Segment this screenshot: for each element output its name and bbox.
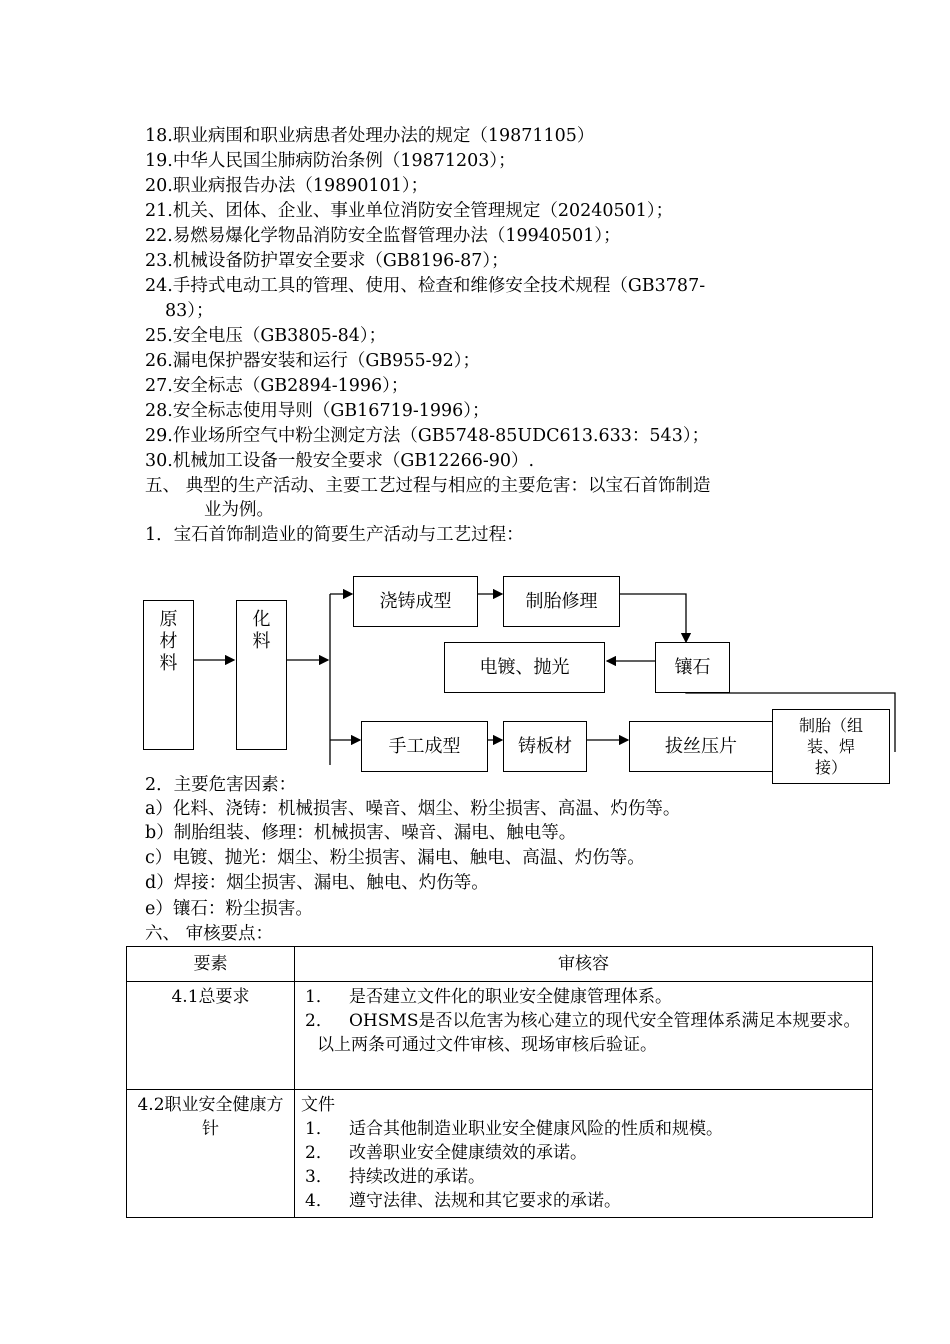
regulation-item: 30.机械加工设备一般安全要求（GB12266-90）. (145, 451, 535, 471)
item-number: 1． (305, 987, 333, 1007)
table-content-cell (295, 982, 873, 1090)
item-number: 2． (305, 1143, 333, 1163)
item-text: 改善职业安全健康绩效的承诺。 (349, 1143, 587, 1163)
regulation-item: 24.手持式电动工具的管理、使用、检查和维修安全技术规程（GB3787- (145, 276, 706, 296)
list-item (301, 1117, 866, 1141)
list-item (301, 1009, 866, 1033)
regulation-item: 25.安全电压（GB3805-84）； (145, 326, 387, 346)
section-heading: 六、 审核要点： (145, 924, 274, 944)
table-key-cell: 4.1总要求 (127, 982, 295, 1090)
section-heading-continuation: 业为例。 (204, 500, 274, 520)
item-number: 2． (305, 1011, 333, 1031)
hazard-item: c）电镀、抛光：烟尘、粉尘损害、漏电、触电、高温、灼伤等。 (145, 848, 645, 868)
hazards-heading: 2．主要危害因素： (145, 775, 297, 795)
list-item (301, 1141, 866, 1165)
regulation-item: 28.安全标志使用导则（GB16719-1996）； (145, 401, 490, 421)
section-heading: 五、 典型的生产活动、主要工艺过程与相应的主要危害：以宝石首饰制造 (145, 476, 711, 496)
item-text: 遵守法律、法规和其它要求的承诺。 (349, 1191, 621, 1211)
table-row (127, 982, 873, 1090)
flow-box-casting: 浇铸成型 (353, 576, 478, 627)
item-number: 1． (305, 1119, 333, 1139)
subsection-heading: 1．宝石首饰制造业的简要生产活动与工艺过程： (145, 525, 524, 545)
table-key-cell: 4.2职业安全健康方针 (127, 1090, 295, 1218)
regulation-item: 22.易燃易爆化学物品消防安全监督管理办法（19940501）； (145, 226, 621, 246)
review-table (126, 946, 873, 1218)
flow-box-hand-forming: 手工成型 (361, 721, 488, 772)
flow-box-assembly-welding: 制胎（组 装、焊 接） (772, 709, 890, 784)
item-text: OHSMS是否以危害为核心建立的现代安全管理体系满足本规要求。 (349, 1011, 861, 1031)
note-text: 以上两条可通过文件审核、现场审核后验证。 (317, 1035, 657, 1055)
list-item (301, 1165, 866, 1189)
item-number: 3． (305, 1167, 333, 1187)
flow-box-cast-plate: 铸板材 (503, 721, 587, 772)
regulation-item: 27.安全标志（GB2894-1996）； (145, 376, 409, 396)
item-number: 4． (305, 1191, 333, 1211)
table-header-cell: 审核容 (295, 947, 873, 982)
item-text: 持续改进的承诺。 (349, 1167, 485, 1187)
hazard-item: e）镶石：粉尘损害。 (145, 899, 313, 919)
regulation-item: 23.机械设备防护罩安全要求（GB8196-87）； (145, 251, 509, 271)
flow-box-repair: 制胎修理 (503, 576, 620, 627)
table-content-cell (295, 1090, 873, 1218)
item-text: 是否建立文件化的职业安全健康管理体系。 (349, 987, 672, 1007)
table-header-row (127, 947, 873, 982)
table-header-cell: 要素 (127, 947, 295, 982)
regulation-item: 26.漏电保护器安装和运行（GB955-92）； (145, 351, 481, 371)
regulation-item: 20.职业病报告办法（19890101）； (145, 176, 429, 196)
regulation-item: 18.职业病围和职业病患者处理办法的规定（19871105） (145, 126, 595, 146)
flow-box-plating-polishing: 电镀、抛光 (444, 642, 605, 693)
list-item (301, 985, 866, 1009)
hazard-item: b）制胎组装、修理：机械损害、噪音、漏电、触电等。 (145, 823, 577, 843)
hazard-item: d）焊接：烟尘损害、漏电、触电、灼伤等。 (145, 873, 489, 893)
flow-box-wire-drawing: 拔丝压片 (629, 721, 773, 772)
item-text: 适合其他制造业职业安全健康风险的性质和规模。 (349, 1119, 723, 1139)
table-row (127, 1090, 873, 1218)
hazard-item: a）化料、浇铸：机械损害、噪音、烟尘、粉尘损害、高温、灼伤等。 (145, 799, 681, 819)
list-item (301, 1189, 866, 1213)
regulation-item: 19.中华人民国尘肺病防治条例（19871203）； (145, 151, 516, 171)
regulation-item: 29.作业场所空气中粉尘测定方法（GB5748-85UDC613.633：543）； (145, 426, 710, 446)
flow-box-melting: 化 料 (236, 600, 287, 750)
lead-text: 文件 (301, 1095, 335, 1115)
flow-box-stone-setting: 镶石 (655, 642, 730, 693)
regulation-item-continuation: 83）； (165, 301, 214, 321)
flow-box-raw-material: 原 材 料 (143, 600, 194, 750)
regulation-item: 21.机关、团体、企业、事业单位消防安全管理规定（20240501）； (145, 201, 674, 221)
